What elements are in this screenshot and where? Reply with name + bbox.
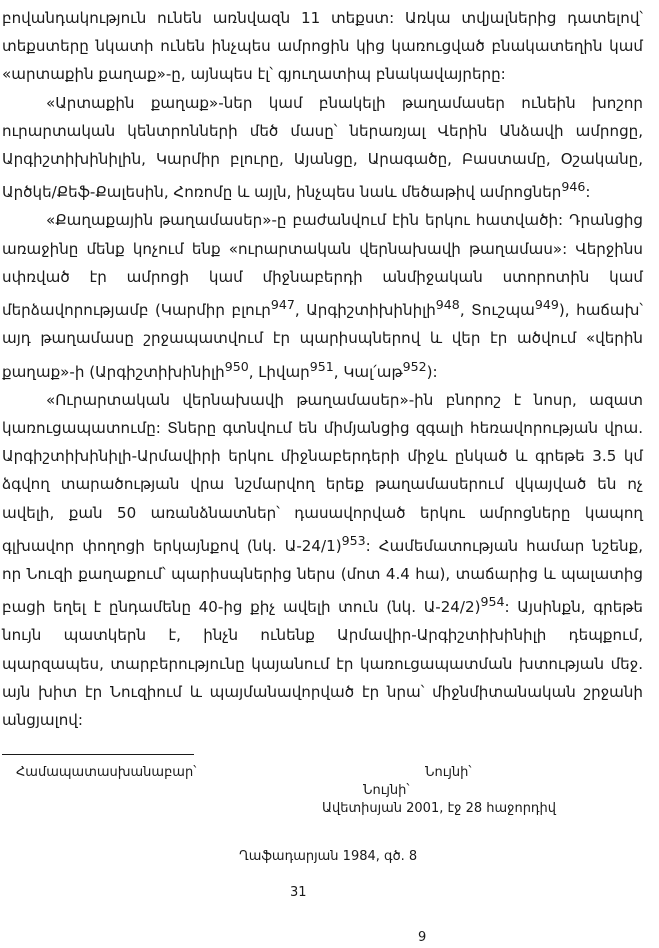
paragraph-4-end: : Այսինքն, գրեթե նույն պատկերն է, ինչն ունենք Արմավիր-Արգիշտիխինիլի դեպքում, պարզապես, տարբերությունը կայանում էր կառուցապատման խտության մեջ. այն խիտ էր Նուզիում և պայմանավորված էր նրա՝ միջնմիտանական շրջանի անցյալով: [2, 598, 644, 730]
paragraph-3 [2, 206, 643, 385]
body-text [2, 4, 643, 734]
paragraph-2-text: «Արտաքին քաղաք»-ներ կամ բնակելի թաղամասեր ունեին խոշոր ուրարտական կենտրոնների մեծ մասը՝ ներառյալ Վերին Անձավի ամրոցը, Արգիշտիխինիլին, Կարմիր բլուրը, Այանցը, Արագածը, Բաստամը, Օշականը, Արծկե/Քեֆ-Քալեսին, Հոռոմը և այլն, ինչպես նաև մեծաթիվ ամրոցներ [2, 93, 643, 202]
footnote-ref-949[interactable]: 949 [534, 297, 559, 313]
paragraph-3-text: «Քաղաքային թաղամասեր»-ը բաժանվում էին երկու հատվածի: Դրանցից առաջինը մենք կոչում ենք «ուրարտական վերնախավի թաղամաս»: Վերջինս սփռված էր ամրոցի կամ միջնաբերդի անմիջական ստորոտին կամ մերձավորությամբ (Կարմիր բլուր [2, 211, 643, 320]
paragraph-3-text-6: , Կալ՛աթ [333, 362, 403, 381]
footnote-948: Նույնի՝ [363, 783, 410, 798]
footnote-ref-953[interactable]: 953 [341, 532, 366, 548]
paragraph-1 [2, 4, 643, 89]
paragraph-4 [2, 386, 643, 735]
paragraph-4-text-2: : Համեմատության համար նշենք, որ Նուզի քաղաքում՝ պարիսպներից ներս (մոտ 4.4 հա), տաճարից և պալատից բացի եղել է ընդամենը 40-ից քիչ ավելի տուն (նկ. Ա-24/2) [2, 536, 643, 617]
paragraph-3-end: ): [426, 362, 438, 381]
paragraph-3-text-3: , Տուշպա [459, 301, 535, 320]
paragraph-2-end: : [585, 183, 591, 202]
footnote-ref-954[interactable]: 954 [480, 594, 505, 610]
footnote-separator [2, 754, 194, 755]
paragraph-3-text-5: , Լիվար [248, 362, 310, 381]
footnote-951: 31 [290, 885, 307, 900]
footnote-947: Նույնի՝ [425, 765, 472, 780]
paragraph-2 [2, 89, 643, 207]
footnote-949: Ավետիսյան 2001, էջ 28 հաջորդիվ [322, 801, 557, 816]
paragraph-4-text: «Ուրարտական վերնախավի թաղամասեր»-ին բնորոշ է նոսր, ազատ կառուցապատումը: Տները գտնվում են միմյանցից զգալի հեռավորության վրա. Արգիշտիխինիլի-Արմավիրի երկու միջնաբերդերի միջև ընկած և գրեթե 3.5 կմ ձգվող տարածության վրա նշմարվող երեք թաղամասերում վկայված են ոչ ավելի, քան 50 առանձնատներ՝ դասավորված երկու ամրոցները կապող գլխավոր փողոցի երկայնքով (նկ. Ա-24/1) [2, 390, 643, 555]
paragraph-3-text-2: , Արգիշտիխինիլի [294, 301, 436, 320]
footnote-ref-946[interactable]: 946 [561, 179, 586, 195]
footnote-ref-950[interactable]: 950 [224, 358, 249, 374]
paragraph-3-text-4: ), հաճախ՝ այդ թաղամասը շրջապատվում էր պարիսպներով և վեր էր ածվում «վերին քաղաք»-ի (Արգիշտիխինիլի [2, 301, 643, 381]
paragraph-1-text: բովանդակություն ունեն առնվազն 11 տեքստ: Առկա տվյալներից դատելով՝ տեքստերը նկատի ունեն ինչպես ամրոցին կից կառուցված բնակատեղին կամ «արտաքին քաղաք»-ը, այնպես էլ՝ գյուղատիպ բնակավայրերը: [2, 9, 643, 84]
footnote-ref-947[interactable]: 947 [270, 297, 295, 313]
footnote-950: Ղաֆադարյան 1984, գծ. 8 [239, 849, 418, 864]
footnote-ref-948[interactable]: 948 [435, 297, 460, 313]
footnote-ref-951[interactable]: 951 [309, 358, 334, 374]
footnote-ref-952[interactable]: 952 [402, 358, 427, 374]
page-number: 9 [418, 930, 427, 945]
footnote-946: Համապատասխանաբար՝ [16, 765, 197, 780]
